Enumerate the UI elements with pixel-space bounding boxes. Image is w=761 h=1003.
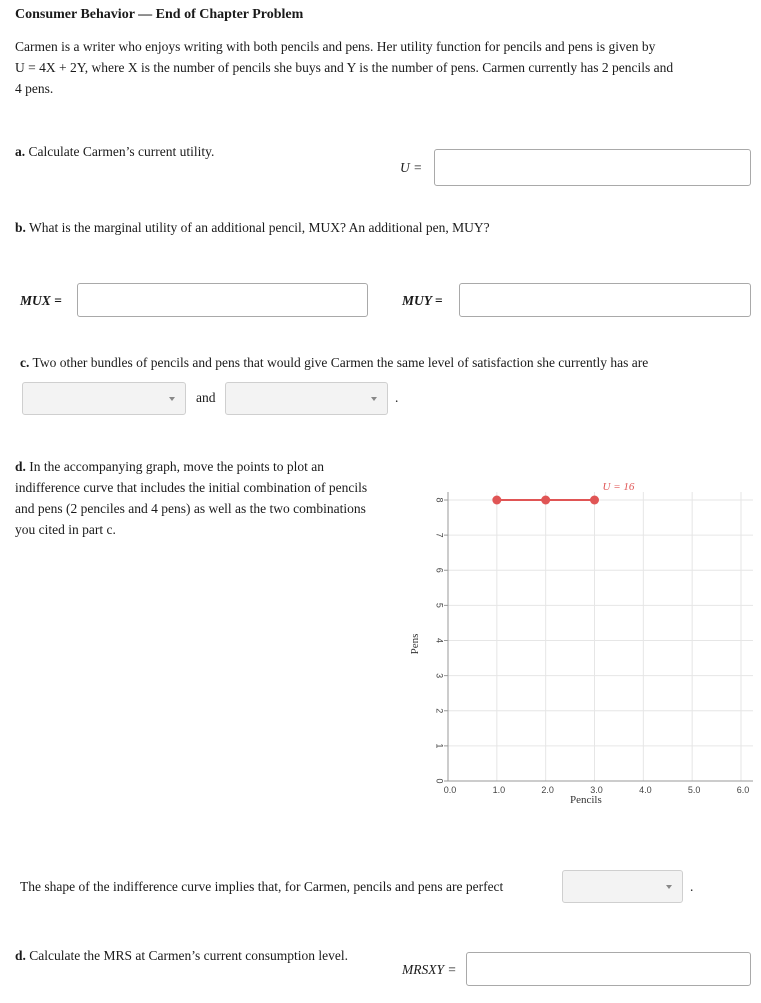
part-d2-text: Calculate the MRS at Carmen’s current consumption level.: [29, 948, 348, 963]
part-a-label: a.: [15, 144, 26, 159]
part-b-text: What is the marginal utility of an additional pencil, MUX? An additional pen, MUY?: [29, 220, 490, 235]
mrs-label: MRSXY =: [402, 962, 457, 977]
chevron-down-icon: [169, 397, 175, 401]
y-tick-label: 1: [434, 743, 445, 749]
part-c-period: .: [395, 390, 399, 405]
perfect-type-select[interactable]: [562, 870, 683, 903]
mrs-input[interactable]: [466, 952, 751, 986]
part-a-question: [15, 144, 214, 160]
part-b-question: [15, 220, 490, 236]
problem-title: Consumer Behavior — End of Chapter Problem: [15, 7, 304, 22]
intro-line-2: U = 4X + 2Y, where X is the number of pencils she buys and Y is the number of pens. Carmen currently has 2 pencils and: [15, 60, 674, 75]
mux-input[interactable]: [77, 283, 368, 317]
part-c-question: [20, 355, 648, 371]
bundle-1-select[interactable]: [22, 382, 186, 415]
part-c-text: Two other bundles of pencils and pens that would give Carmen the same level of satisfaction she currently has are: [32, 355, 649, 370]
utility-input[interactable]: [434, 149, 751, 186]
muy-input[interactable]: [459, 283, 751, 317]
y-tick-label: 4: [434, 637, 445, 644]
x-axis-label: Pencils: [569, 794, 602, 806]
curve-point[interactable]: [541, 496, 550, 505]
y-tick-label: 2: [434, 708, 445, 714]
curve-annotation: U = 16: [602, 481, 635, 493]
y-tick-label: 8: [434, 497, 445, 503]
part-d-text: In the accompanying graph, move the points to plot an indifference curve that includes the initial combination of pencils and pens (2 penciles and 4 pens) as well as the two combinations you cited in part c.: [15, 459, 368, 537]
part-d2-label: d.: [15, 948, 26, 963]
x-tick-label: 1.0: [492, 785, 506, 795]
part-a-text: Calculate Carmen’s current utility.: [28, 144, 215, 159]
y-axis-label: Pens: [409, 633, 421, 655]
part-c-label: c.: [20, 355, 30, 370]
shape-period: .: [690, 879, 694, 894]
y-tick-label: 7: [434, 532, 445, 538]
chevron-down-icon: [666, 885, 672, 889]
y-tick-label: 5: [434, 602, 445, 608]
utility-label: U =: [400, 160, 423, 175]
muy-label: MUY =: [402, 293, 443, 308]
problem-intro: [15, 36, 757, 99]
indifference-chart[interactable]: [400, 470, 761, 815]
x-tick-label: 6.0: [736, 785, 750, 795]
intro-line-1: Carmen is a writer who enjoys writing with both pencils and pens. Her utility function for pencils and pens is given by: [15, 39, 656, 54]
curve-point[interactable]: [492, 496, 501, 505]
part-b-label: b.: [15, 220, 26, 235]
part-d-label: d.: [15, 459, 26, 474]
y-tick-label: 0: [434, 778, 445, 784]
part-d2-question: [15, 945, 360, 966]
bundle-2-select[interactable]: [225, 382, 388, 415]
chevron-down-icon: [371, 397, 377, 401]
shape-question: The shape of the indifference curve implies that, for Carmen, pencils and pens are perfect: [20, 879, 504, 894]
intro-line-3: 4 pens.: [15, 81, 54, 96]
y-tick-label: 3: [434, 673, 445, 679]
x-tick-label: 3.0: [590, 785, 603, 795]
x-tick-label: 2.0: [541, 785, 554, 795]
y-tick-label: 6: [434, 567, 445, 573]
x-tick-label: 0.0: [443, 785, 457, 795]
mux-label: MUX =: [20, 293, 62, 308]
curve-point[interactable]: [590, 496, 599, 505]
x-tick-label: 4.0: [639, 785, 652, 795]
x-tick-label: 5.0: [687, 785, 701, 795]
and-label: and: [196, 390, 216, 405]
part-d-question: [15, 456, 377, 540]
